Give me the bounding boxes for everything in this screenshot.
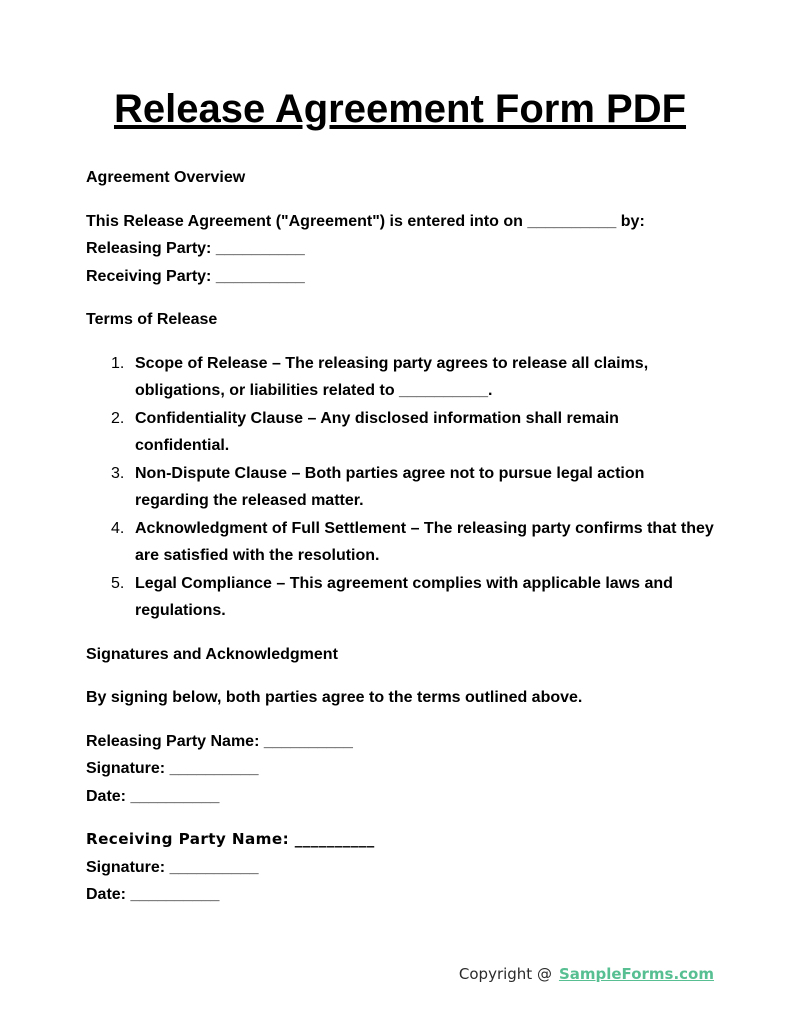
overview-paragraph bbox=[86, 208, 714, 291]
term-text: Non-Dispute Clause – Both parties agree not to pursue legal action regarding the released matter. bbox=[135, 464, 645, 509]
term-number: 4. bbox=[111, 519, 125, 537]
section-heading-overview: Agreement Overview bbox=[86, 169, 246, 186]
term-text: Confidentiality Clause – Any disclosed information shall remain confidential. bbox=[135, 409, 619, 454]
section-heading-signatures: Signatures and Acknowledgment bbox=[86, 645, 338, 663]
releasing-name-line: Releasing Party Name: __________ bbox=[86, 732, 353, 750]
receiving-date-line: Date: __________ bbox=[86, 886, 220, 903]
receiving-signature-line: Signature: __________ bbox=[86, 858, 259, 876]
receiving-signature-block bbox=[86, 826, 714, 909]
document-page bbox=[86, 86, 714, 988]
term-item-non-dispute bbox=[111, 460, 714, 515]
term-text: Acknowledgment of Full Settlement – The releasing party confirms that they are satisfied with the resolution. bbox=[135, 519, 714, 564]
footer bbox=[86, 961, 714, 989]
term-item-confidentiality bbox=[111, 405, 714, 460]
term-number: 3. bbox=[111, 464, 125, 482]
term-text: Scope of Release – The releasing party agrees to release all claims, obligations, or liabilities related to __________. bbox=[135, 354, 649, 399]
term-text: Legal Compliance – This agreement complies with applicable laws and regulations. bbox=[135, 574, 673, 619]
receiving-party-line: Receiving Party: __________ bbox=[86, 267, 305, 285]
releasing-date-line: Date: __________ bbox=[86, 787, 220, 805]
receiving-name-line: Receiving Party Name: __________ bbox=[86, 830, 375, 848]
signing-statement: By signing below, both parties agree to the terms outlined above. bbox=[86, 689, 583, 706]
intro-line: This Release Agreement ("Agreement") is entered into on __________ by: bbox=[86, 212, 645, 230]
terms-list bbox=[86, 350, 714, 625]
term-item-legal-compliance bbox=[111, 570, 714, 625]
releasing-signature-line: Signature: __________ bbox=[86, 760, 259, 777]
page-title bbox=[86, 86, 714, 133]
term-item-acknowledgment bbox=[111, 515, 714, 570]
section-heading-terms: Terms of Release bbox=[86, 311, 218, 328]
page-title-text: Release Agreement Form PDF bbox=[113, 87, 687, 131]
releasing-signature-block bbox=[86, 728, 714, 811]
releasing-party-line: Releasing Party: __________ bbox=[86, 240, 305, 257]
term-number: 1. bbox=[111, 354, 125, 372]
sampleforms-link[interactable]: SampleForms.com bbox=[558, 964, 714, 983]
term-item-scope bbox=[111, 350, 714, 405]
copyright-text: Copyright @ bbox=[458, 964, 552, 983]
term-number: 5. bbox=[111, 574, 125, 592]
term-number: 2. bbox=[111, 409, 125, 427]
